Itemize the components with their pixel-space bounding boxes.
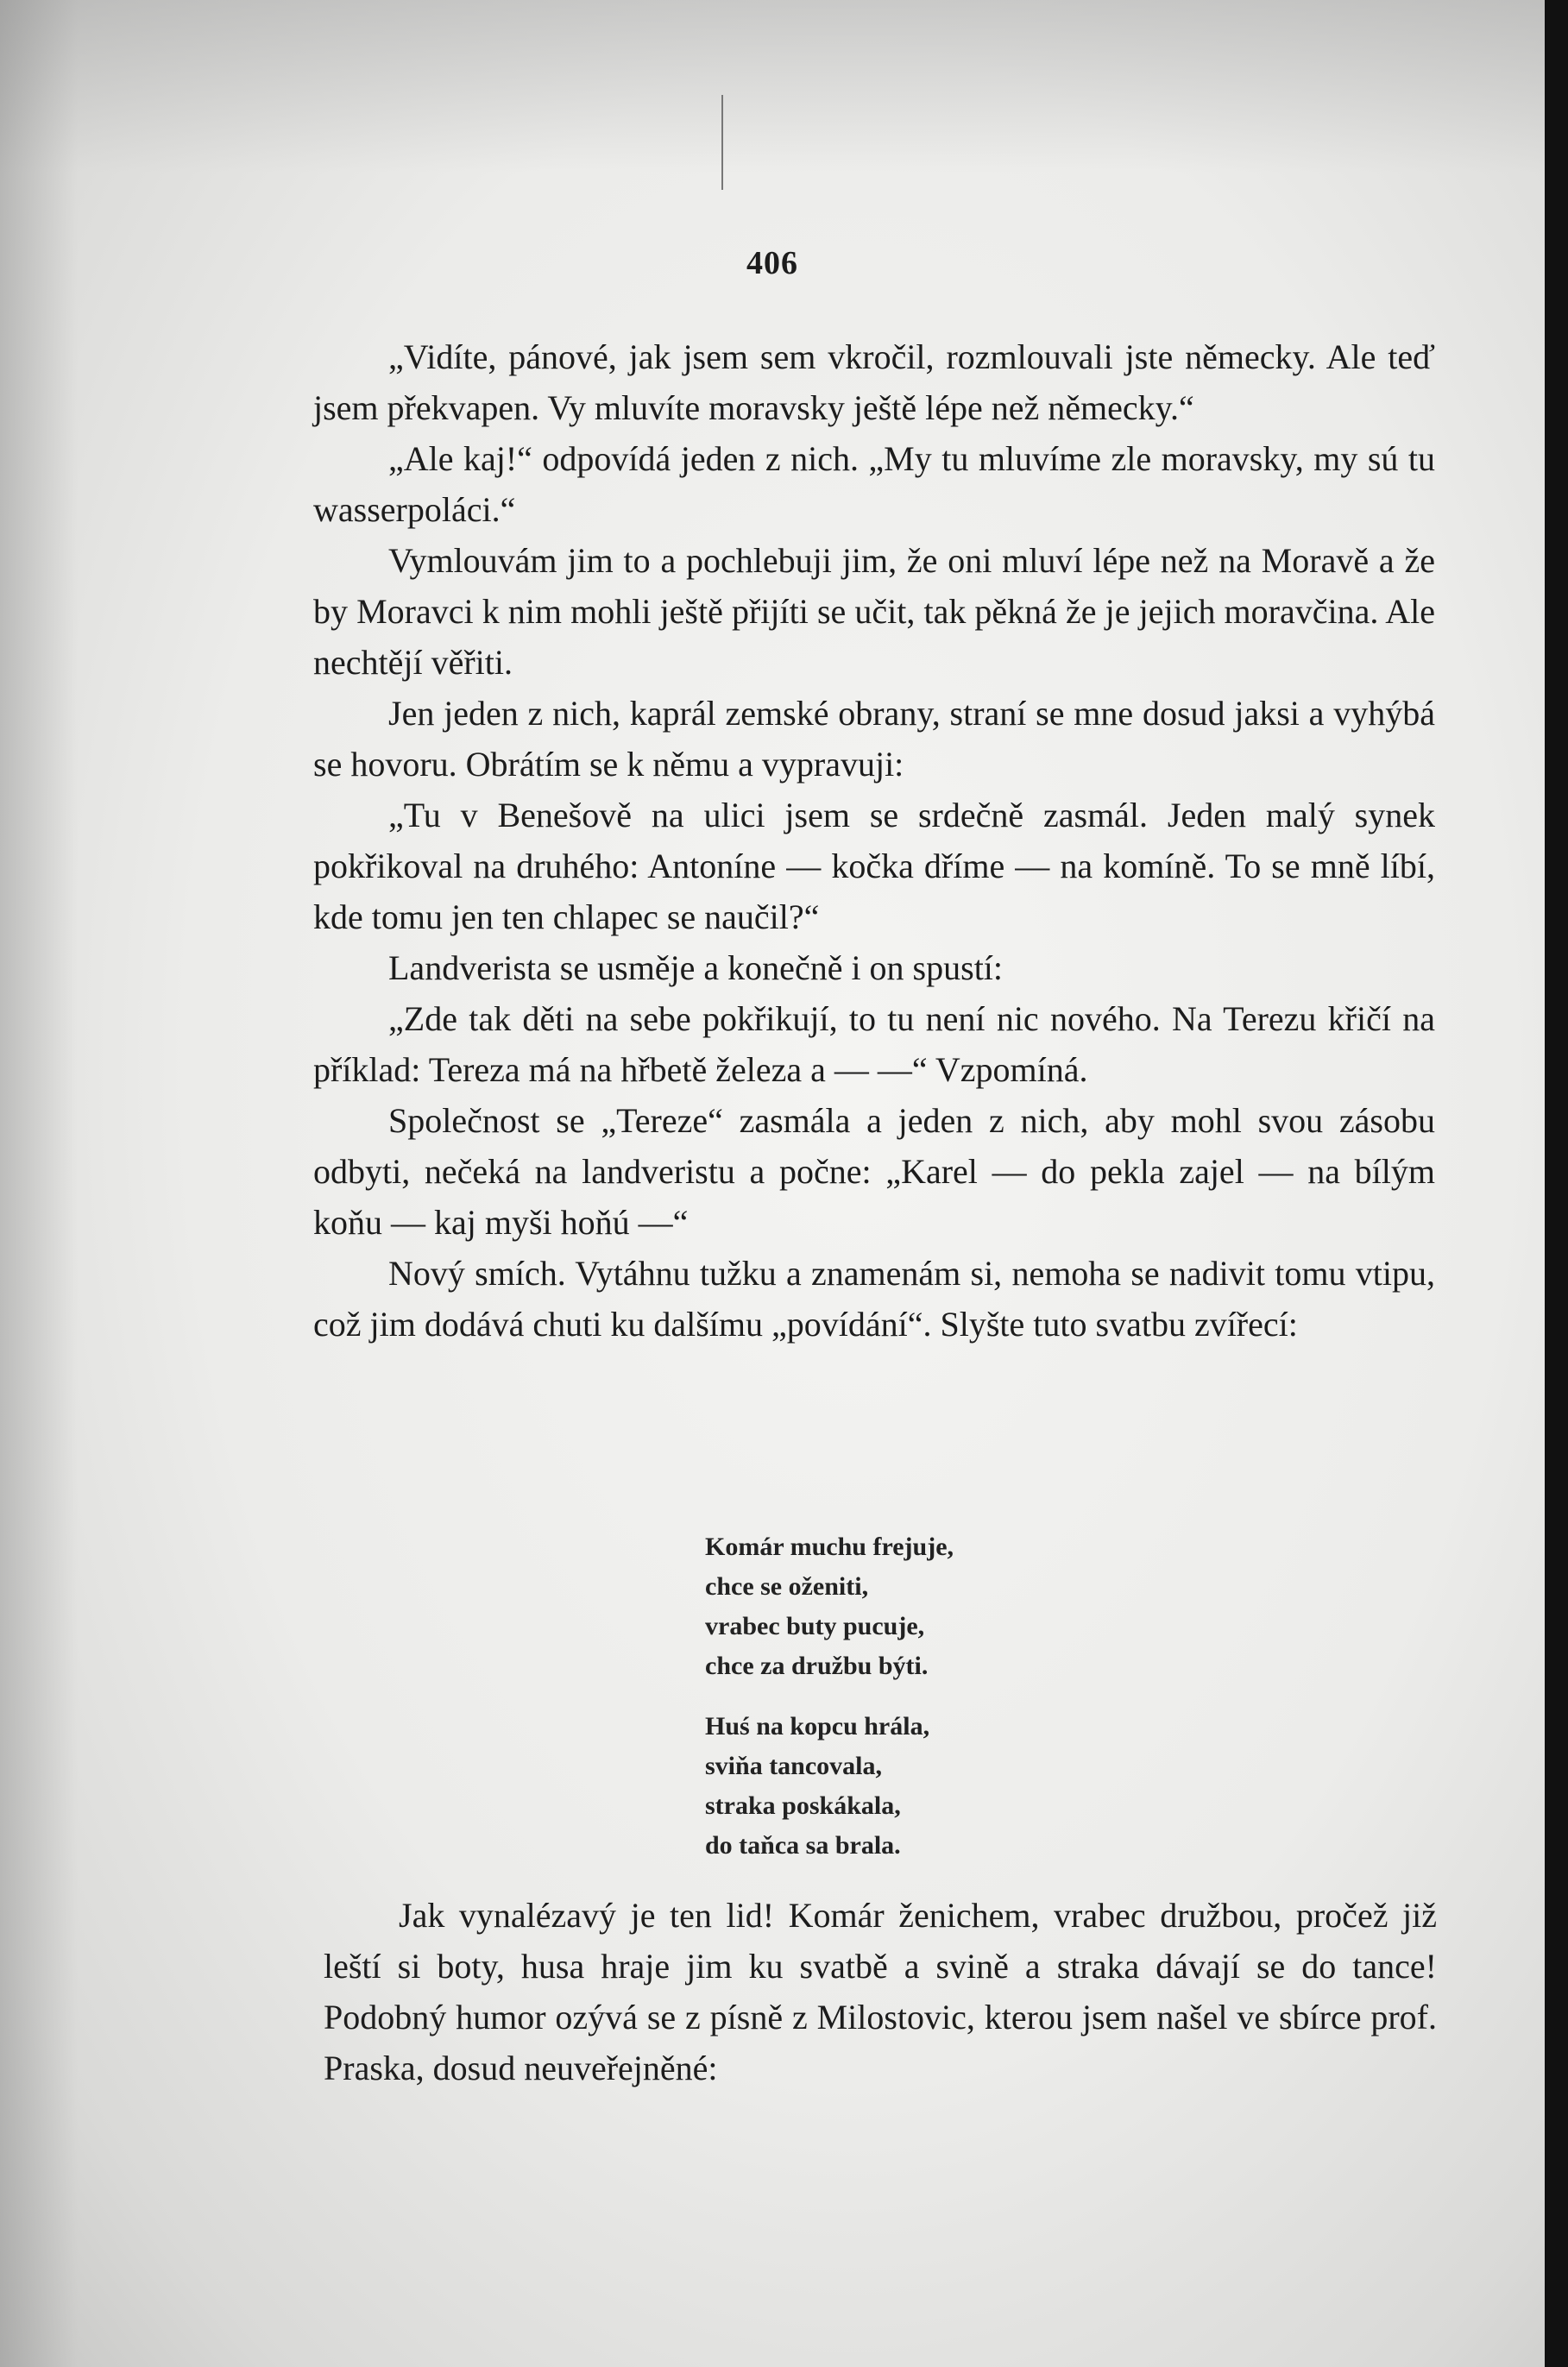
body-text-continued [324,1890,1437,2093]
paragraph: „Zde tak děti na sebe pokřikují, to tu není nic nového. Na Terezu křičí na příklad: Tereza má na hřbetě železa a — —“ Vzpomíná. [313,999,1435,1089]
paragraph: Jak vynalézavý je ten lid! Komár ženichem, vrabec družbou, pročež již leští si boty, husa hraje jim ku svatbě a svině a straka dávají se do tance! Podobný humor ozývá se z písně z Milostovic, kterou jsem našel ve sbírce prof. Praska, dosud neuveřejněné: [324,1896,1437,2087]
folk-poem [705,1527,954,1866]
poem-verse: Komár muchu frejuje, [705,1533,954,1561]
poem-verse: sviňa tancovala, [705,1752,883,1780]
paragraph: Jen jeden z nich, kaprál zemské obrany, straní se mne dosud jaksi a vyhýbá se hovoru. Obrátím se k němu a vypravuji: [313,694,1435,784]
poem-stanza [705,1527,954,1686]
paragraph: „Tu v Benešově na ulici jsem se srdečně zasmál. Jeden malý synek pokřikoval na druhého: Antoníne — kočka dříme — na komíně. To se mně líbí, kde tomu jen ten chlapec se naučil?“ [313,796,1435,936]
poem-verse: Huś na kopcu hrála, [705,1712,930,1741]
scan-dark-edge [1545,0,1568,2367]
paragraph: Nový smích. Vytáhnu tužku a znamenám si, nemoha se nadivit tomu vtipu, což jim dodává chuti ku dalšímu „povídání“. Slyšte tuto svatbu zvířecí: [313,1254,1435,1344]
top-shadow [0,0,1545,173]
scan-artifact-mark [721,95,723,190]
paragraph: „Vidíte, pánové, jak jsem sem vkročil, rozmlouvali jste německy. Ale teď jsem překvapen. Vy mluvíte moravsky ještě lépe než německy.“ [313,337,1435,427]
poem-stanza [705,1707,954,1866]
poem-verse: do taňca sa brala. [705,1831,901,1860]
paragraph: Landverista se usměje a konečně i on spustí: [388,948,1004,987]
paragraph: Společnost se „Tereze“ zasmála a jeden z nich, aby mohl svou zásobu odbyti, nečeká na landveristu a počne: „Karel — do pekla zajel — na bílým koňu — kaj myši hoňú —“ [313,1101,1435,1242]
poem-verse: chce za družbu býti. [705,1652,929,1680]
poem-verse: vrabec buty pucuje, [705,1612,925,1640]
poem-verse: chce se oženiti, [705,1572,869,1601]
body-text [313,331,1435,1350]
binding-shadow [0,0,78,2367]
page-number: 406 [746,245,798,281]
paragraph: „Ale kaj!“ odpovídá jeden z nich. „My tu mluvíme zle moravsky, my sú tu wasserpoláci.“ [313,439,1435,529]
paragraph: Vymlouvám jim to a pochlebuji jim, že oni mluví lépe než na Moravě a že by Moravci k nim mohli ještě přijíti se učit, tak pěkná že je jejich moravčina. Ale nechtějí věřiti. [313,541,1435,682]
poem-verse: straka poskákala, [705,1791,901,1820]
